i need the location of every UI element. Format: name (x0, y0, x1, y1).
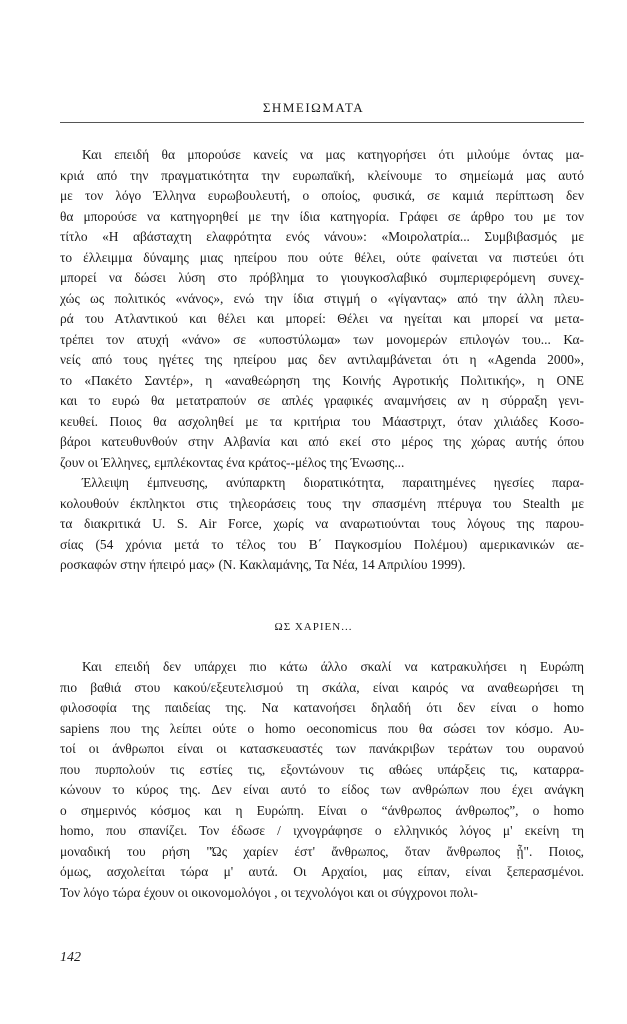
text-line: ρά του Ατλαντικού και θέλει και μπορεί: Θέλει να ηγείται και μπορεί να μετα- (60, 311, 584, 326)
text-line: ζουν οι Έλληνες, εμπλέκοντας ένα κράτος--μέλος της Ένωσης... (60, 454, 405, 470)
text-line: βάροι κατευθυνθούν στην Αλβανία και από εκεί στο μέρος της χώρας αυτής όπου (60, 434, 584, 449)
text-line: κολουθούν έκπληκτοι στις τηλεοράσεις τους την σπασμένη πτέρυγα του Stealth με (60, 495, 584, 511)
text-line: χώς ως πολιτικός «νάνος», ενώ την ίδια στιγμή ο «γίγαντας» από την άλλη πλευ- (60, 290, 584, 306)
text-line: τα διακριτικά U. S. Air Force, χωρίς να αναρωτιούνται τους λόγους της παρου- (60, 516, 584, 531)
text-line: το «Πακέτο Σαντέρ», η «αναθεώρηση της Κοινής Αγροτικής Πολιτικής», η ΟΝΕ (60, 372, 584, 388)
text-line: μοναδική του ρήση "Ώς χαρίεν έστ' ἄνθρωπος, ὅταν ἄνθρωπος ᾖ". Ποιος, (60, 843, 584, 859)
header-rule (60, 122, 584, 123)
text-line: σίας (54 χρόνια μετά το τέλος του Β΄ Παγκοσμίου Πολέμου) αμερικανικών αε- (60, 536, 584, 552)
text-line: και το ευρώ θα μετατραπούν σε απλές γραφικές αναμνήσεις αν η σύρραξη γενι- (60, 393, 584, 408)
text-line: νείς από τους ηγέτες της ηπείρου μας δεν αντιλαμβάνεται ότι η «Agenda 2000», (60, 352, 584, 367)
text-line: κευθεί. Ποιος θα ασχοληθεί με τα κριτήρια του Μάαστριχτ, όταν χιλιάδες Κοσο- (60, 413, 584, 429)
text-line: με τον λόγο Έλληνα ευρωβουλευτή, ο οποίος, φυσικά, σε καμιά περίπτωση δεν (60, 188, 584, 203)
text-line: τίτλο «Η αβάσταχτη ελαφρότητα ενός νάνου»: «Μοιρολατρία... Συμβιβασμός με (60, 229, 584, 244)
text-line: τρέπει τον ατυχή «νάνο» σε «υποστύλωμα» των μονομερών επιλογών του... Κα- (60, 331, 584, 347)
text-line: κώνουν το κύρος της. Δεν είναι αυτό το είδος των ανθρώπων που έχει ανάγκη (60, 782, 584, 797)
section-title: ΩΣ ΧΑΡΙΕΝ... (274, 621, 353, 633)
running-header: ΣΗΜΕΙΩΜΑΤΑ (262, 100, 365, 115)
paragraph-continuation (60, 473, 584, 576)
text-line: μπορεί να δώσει λύση στο πρόβλημα το γιουγκοσλαβικό συμπεριφερόμενη συνεχ- (60, 270, 584, 285)
text-line: πιο βαθιά στου κακού/εξευτελισμού τη σκάλα, είναι καιρός να αναθεωρήσει τη (60, 679, 584, 695)
text-line: ο σημερινός κόσμος και η Ευρώπη. Είναι ο “άνθρωπος άνθρωπος”, ο homo (60, 802, 584, 818)
paragraph-quote (60, 145, 584, 473)
text-line: όμως, ασχολείται τώρα μ' αυτά. Οι Αρχαίοι, μας είπαν, είναι ξεπερασμένοι. (60, 864, 584, 879)
text-line: ροσκαφών στην ήπειρό μας» (Ν. Κακλαμάνης, Τα Νέα, 14 Απριλίου 1999). (60, 557, 466, 572)
text-line: sapiens που της λείπει ούτε ο homo oeconomicus που θα σώσει τον κόσμο. Αυ- (60, 720, 584, 736)
text-line: κριά από την πραγματικότητα την ευρωπαϊκή, κλείνουμε το σημείωμά μας αυτό (60, 167, 584, 183)
text-line: Έλλειψη έμπνευσης, ανύπαρκτη διορατικότητα, παραιτημένες ηγεσίες παρα- (82, 475, 584, 490)
text-line: θα μπορούσε να κατηγορηθεί με την ίδια κατηγορία. Γράφει σε άρθρο του με τον (60, 208, 584, 224)
text-line: Τον λόγο τώρα έχουν οι οικονομολόγοι , οι τεχνολόγοι και οι σύγχρονοι πολι- (60, 884, 478, 900)
text-line: φιλοσοφία της παιδείας της. Να κατανοήσει δηλαδή ότι δεν είναι ο homo (60, 700, 584, 715)
paragraph-body (60, 657, 584, 903)
text-line: Και επειδή θα μπορούσε κανείς να μας κατηγορήσει ότι μιλούμε όντας μα- (82, 147, 584, 162)
text-line: homo, που σπανίζει. Τον έδωσε / ιχνογράφησε ο ελληνικός λόγος μ' εκείνη τη (60, 823, 584, 838)
text-line: το έλλειμμα δύναμης μιας ηπείρου που ούτε θέλει, ούτε φαίνεται να πιστεύει ότι (60, 249, 584, 265)
text-line: Και επειδή δεν υπάρχει πιο κάτω άλλο σκαλί να κατρακυλήσει η Ευρώπη (82, 659, 584, 674)
page-number: 142 (60, 950, 81, 965)
text-line: που πυρπολούν τις εστίες τις, εξοντώνουν τις αθώες υπάρξεις τις, καταρρα- (60, 761, 584, 777)
text-line: τοί οι άνθρωποι είναι οι κατασκευαστές των πανάκριβων τεράτων του ουρανού (60, 741, 584, 756)
